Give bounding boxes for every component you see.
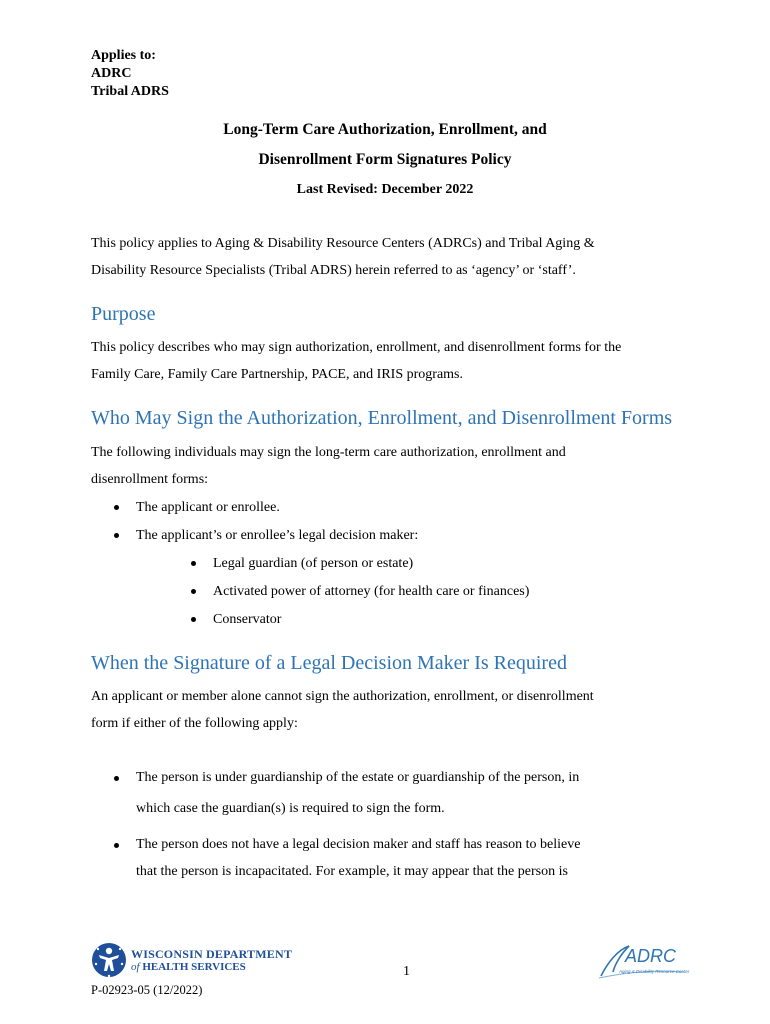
when-line: form if either of the following apply:	[91, 716, 298, 731]
document-title-line-2: Disenrollment Form Signatures Policy	[258, 151, 512, 168]
who-line: The following individuals may sign the long-term care authorization, enrollment and	[91, 445, 566, 460]
bullet-dot	[114, 843, 119, 848]
list-item	[136, 764, 579, 822]
list-item-line: which case the guardian(s) is required to sign the form.	[136, 801, 445, 816]
applies-to-item: Tribal ADRS	[91, 84, 169, 99]
who-line: disenrollment forms:	[91, 472, 209, 487]
form-number: P-02923-05 (12/2022)	[91, 983, 203, 997]
when-required-paragraph	[91, 683, 691, 737]
sub-list-item: Legal guardian (of person or estate)	[213, 556, 414, 571]
bullet-dot	[191, 589, 196, 594]
intro-line: Disability Resource Specialists (Tribal ADRS) herein referred to as ‘agency’ or ‘staff’.	[91, 263, 576, 278]
last-revised-date: Last Revised: December 2022	[296, 182, 474, 197]
sub-list-item: Conservator	[213, 612, 282, 627]
list-item-line: that the person is incapacitated. For example, it may appear that the person is	[136, 864, 568, 879]
list-item	[136, 831, 580, 885]
dhs-health-services: HEALTH SERVICES	[142, 961, 246, 973]
purpose-line: Family Care, Family Care Partnership, PACE, and IRIS programs.	[91, 367, 463, 382]
sub-list-item: Activated power of attorney (for health care or finances)	[213, 584, 530, 599]
wisconsin-dhs-logo	[91, 940, 293, 985]
dhs-name-line-1: WISCONSIN DEPARTMENT	[131, 947, 293, 961]
applies-to-item: ADRC	[91, 66, 132, 81]
list-item: The applicant or enrollee.	[136, 500, 280, 515]
who-may-sign-heading: Who May Sign the Authorization, Enrollment, and Disenrollment Forms	[91, 407, 673, 429]
adrc-tagline: Aging & Disability Resource Center	[619, 969, 690, 974]
bullet-dot	[114, 533, 119, 538]
applies-to-label: Applies to:	[91, 48, 156, 63]
purpose-line: This policy describes who may sign authorization, enrollment, and disenrollment forms for the	[91, 340, 622, 355]
intro-paragraph	[91, 230, 691, 284]
bullet-dot	[114, 505, 119, 510]
list-item: The applicant’s or enrollee’s legal decision maker:	[136, 528, 419, 543]
list-item-line: The person does not have a legal decision maker and staff has reason to believe	[136, 837, 581, 852]
adrc-logo-text: ADRC	[625, 946, 677, 966]
who-may-sign-paragraph	[91, 439, 691, 493]
when-required-heading: When the Signature of a Legal Decision Maker Is Required	[91, 652, 567, 674]
bullet-dot	[191, 561, 196, 566]
when-line: An applicant or member alone cannot sign the authorization, enrollment, or disenrollment	[91, 689, 594, 704]
applies-to-block	[91, 47, 169, 101]
bullet-dot	[191, 617, 196, 622]
purpose-paragraph	[91, 334, 691, 388]
dhs-of: of	[131, 961, 140, 973]
bullet-dot	[114, 776, 119, 781]
list-item-line: The person is under guardianship of the estate or guardianship of the person, in	[136, 770, 580, 785]
purpose-heading: Purpose	[91, 303, 156, 325]
intro-line: This policy applies to Aging & Disability Resource Centers (ADRCs) and Tribal Aging &	[91, 236, 595, 251]
document-title-line-1: Long-Term Care Authorization, Enrollment, and	[223, 121, 547, 138]
dhs-name-line-2	[131, 961, 246, 973]
page-number: 1	[403, 964, 410, 979]
adrc-logo	[597, 942, 690, 985]
